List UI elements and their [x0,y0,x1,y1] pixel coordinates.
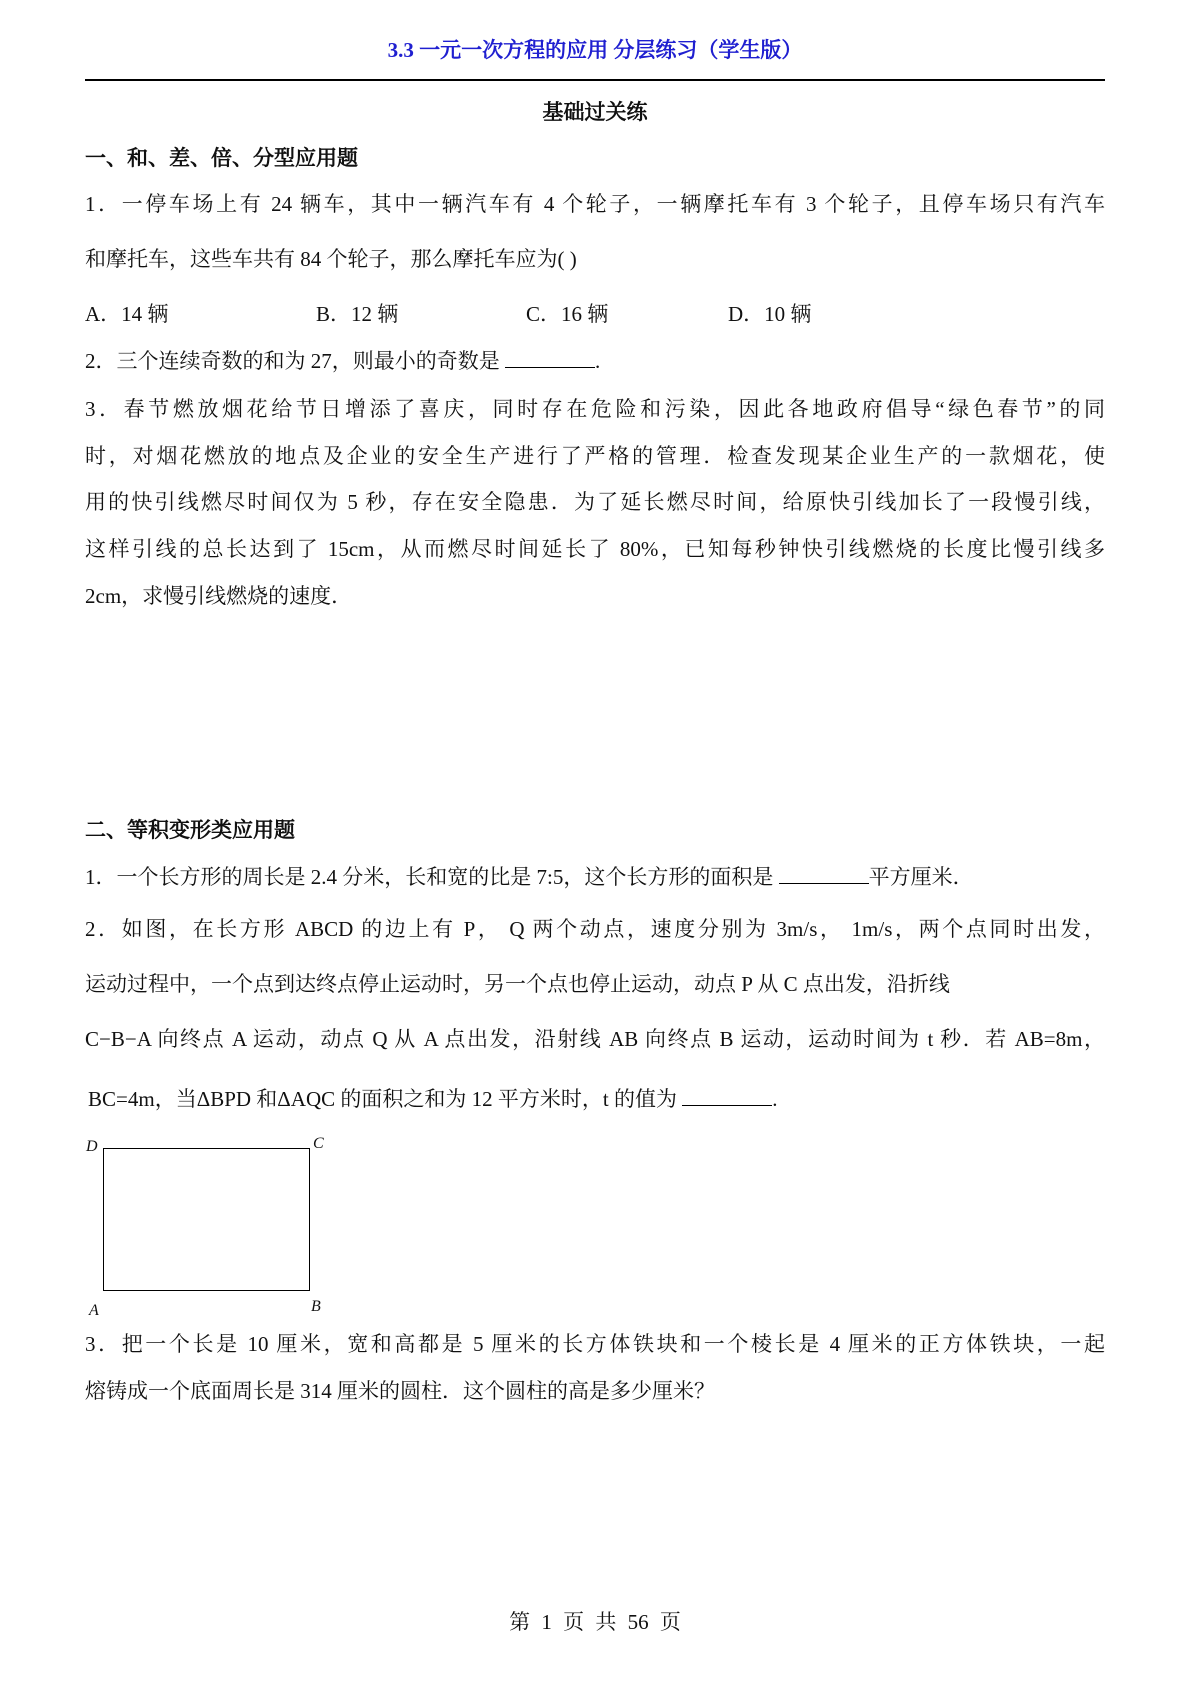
question-end: . [595,349,601,373]
question-text: 2．如图，在长方形 ABCD 的边上有 P， Q 两个动点，速度分别为 3m/s， 1m/s，两个点同时出发， [85,917,1105,941]
question-text: 1．一个长方形的周长是 2.4 分米，长和宽的比是 7:5，这个长方形的面积是 [85,865,779,889]
question-text: 这样引线的总长达到了 15cm，从而燃尽时间延长了 80%，已知每秒钟快引线燃烧的长度比慢引线多 [85,537,1105,561]
question-text: 3．春节燃放烟花给节日增添了喜庆，同时存在危险和污染，因此各地政府倡导“绿色春节”的同 [85,397,1105,421]
question-end: 平方厘米． [868,865,974,889]
question-text: 2cm，求慢引线燃烧的速度． [85,584,353,608]
question-end: . [772,1087,778,1111]
option-b: B．12 辆 [316,302,399,326]
question-text: 1．一停车场上有 24 辆车，其中一辆汽车有 4 个轮子，一辆摩托车有 3 个轮子，且停车场只有汽车 [85,192,1105,216]
page-footer: 第 1 页 共 56 页 [509,1610,681,1634]
label-d: D [86,1138,98,1155]
question-2 [85,345,600,375]
document-title: 3.3 一元一次方程的应用 分层练习（学生版） [387,38,803,62]
label-a: A [89,1302,99,1319]
question-1 [85,861,974,891]
question-text: 熔铸成一个底面周长是 314 厘米的圆柱．这个圆柱的高是多少厘米？ [85,1379,715,1403]
question-text: 运动过程中，一个点到达终点停止运动时，另一个点也停止运动，动点 P 从 C 点出发，沿折线 [85,972,950,996]
question-text: 和摩托车，这些车共有 84 个轮子，那么摩托车应为( ) [85,247,577,271]
option-c: C．16 辆 [526,302,609,326]
question-text: 2．三个连续奇数的和为 27，则最小的奇数是 [85,349,505,373]
question-text: 用的快引线燃尽时间仅为 5 秒，存在安全隐患．为了延长燃尽时间，给原快引线加长了一段慢引线， [85,490,1105,514]
header-rule [85,79,1105,81]
answer-blank[interactable] [682,1087,772,1106]
question-2-last-line [88,1083,777,1113]
label-b: B [311,1298,321,1315]
rectangle-abcd [103,1148,310,1291]
subtitle: 基础过关练 [542,100,648,124]
question-text: BC=4m，当ΔBPD 和ΔAQC 的面积之和为 12 平方米时，t 的值为 [88,1087,683,1111]
option-d: D．10 辆 [728,302,812,326]
section-heading-2: 二、等积变形类应用题 [85,818,295,842]
rectangle-figure [80,1135,340,1319]
question-text: 时，对烟花燃放的地点及企业的安全生产进行了严格的管理．检查发现某企业生产的一款烟花，使 [85,444,1105,468]
question-text: 3．把一个长是 10 厘米，宽和高都是 5 厘米的长方体铁块和一个棱长是 4 厘米的正方体铁块，一起 [85,1332,1105,1356]
answer-blank[interactable] [505,349,595,368]
answer-blank[interactable] [779,865,869,884]
option-a: A．14 辆 [85,302,169,326]
label-c: C [313,1135,324,1152]
question-text: C−B−A 向终点 A 运动，动点 Q 从 A 点出发，沿射线 AB 向终点 B 运动，运动时间为 t 秒．若 AB=8m， [85,1027,1105,1051]
section-heading-1: 一、和、差、倍、分型应用题 [85,146,358,170]
